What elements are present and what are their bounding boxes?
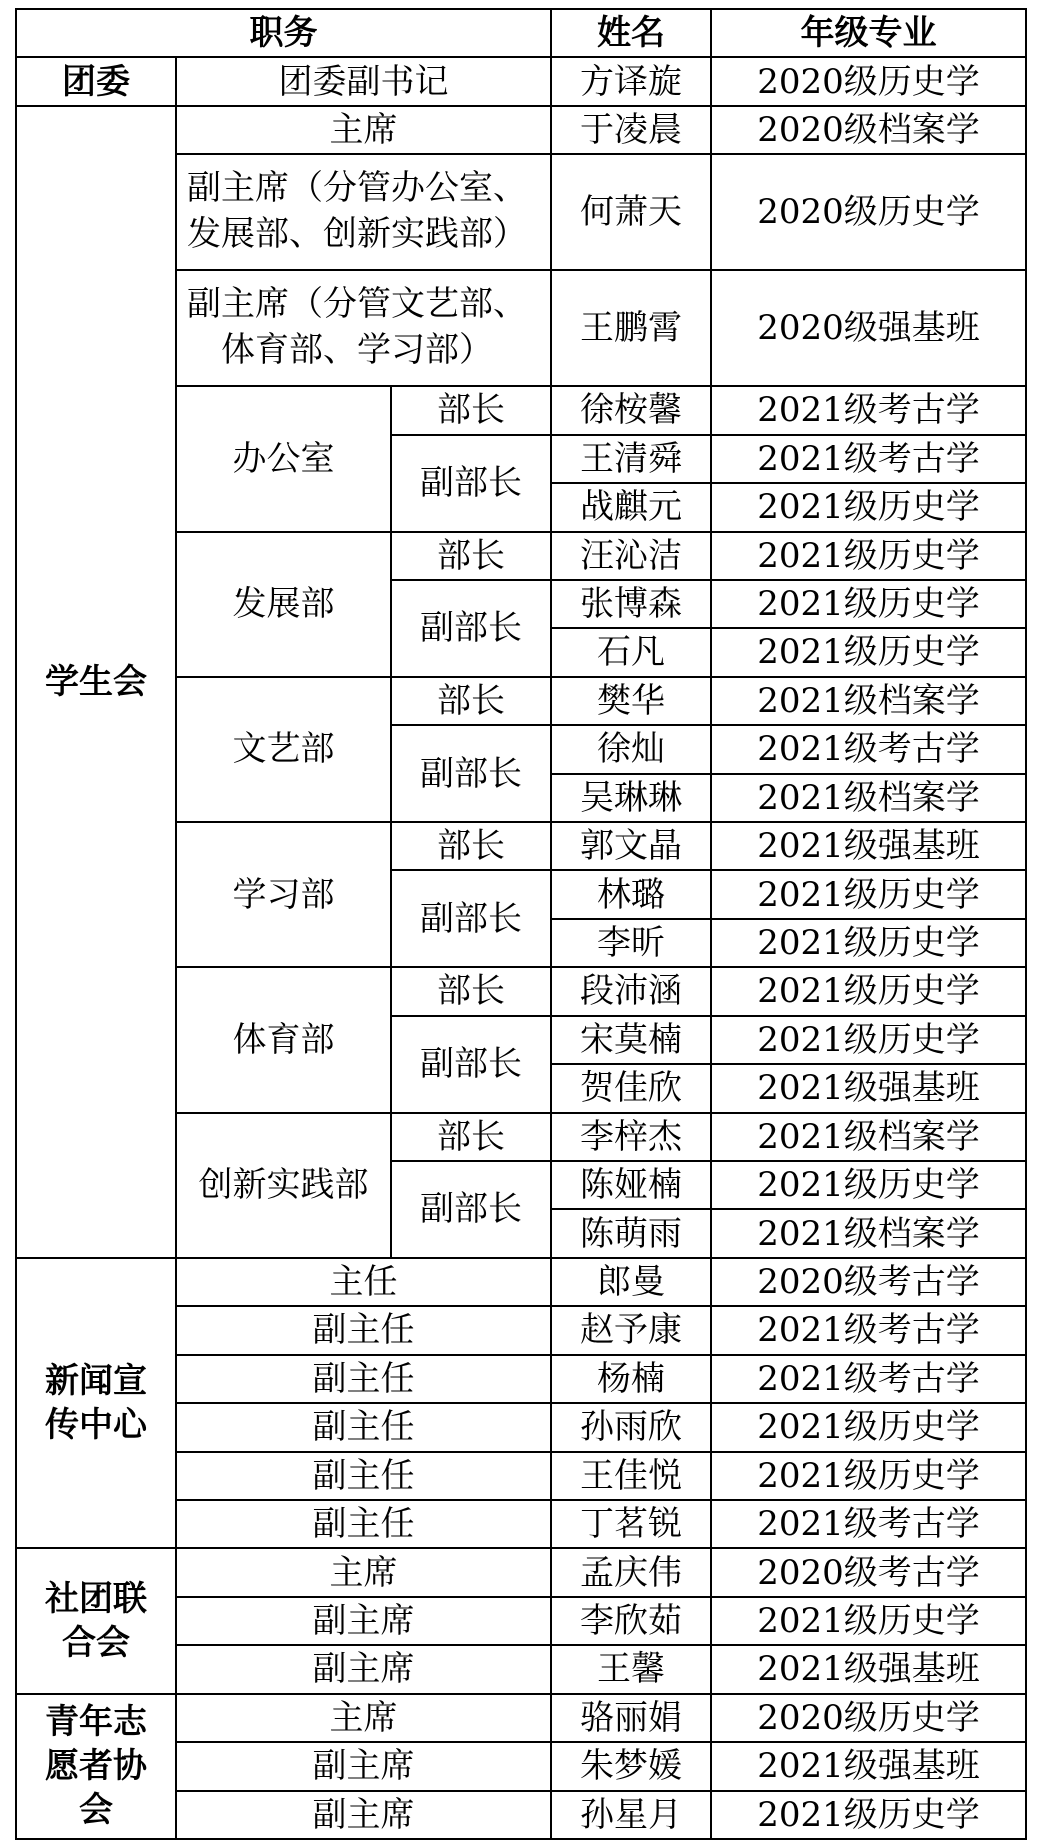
position-cell: 副主席 (176, 1742, 551, 1790)
position-line: 体育部、学习部） (221, 330, 493, 371)
department-cell: 发展部 (176, 532, 391, 677)
name-cell: 方译旋 (551, 57, 711, 105)
role-cell: 部长 (391, 1113, 551, 1161)
org-line: 愿者协 (45, 1746, 147, 1787)
name-cell: 李昕 (551, 919, 711, 967)
department-cell: 创新实践部 (176, 1113, 391, 1258)
major-cell: 2021级档案学 (711, 1209, 1026, 1257)
major-cell: 2020级考古学 (711, 1258, 1026, 1306)
table-row (16, 57, 1026, 105)
major-cell: 2021级考古学 (711, 1500, 1026, 1548)
major-cell: 2021级历史学 (711, 919, 1026, 967)
major-cell: 2021级强基班 (711, 1064, 1026, 1112)
org-line: 传中心 (45, 1405, 147, 1446)
major-cell: 2021级考古学 (711, 435, 1026, 483)
major-cell: 2021级历史学 (711, 1452, 1026, 1500)
org-volunteer-association (16, 1694, 176, 1839)
header-grade-major: 年级专业 (711, 9, 1026, 57)
major-cell: 2021级历史学 (711, 1597, 1026, 1645)
table-row (16, 106, 1026, 154)
name-cell: 王清舜 (551, 435, 711, 483)
role-cell: 部长 (391, 822, 551, 870)
header-row (16, 9, 1026, 57)
position-line: 副主席（分管文艺部、 (187, 284, 527, 325)
position-cell: 主席 (176, 106, 551, 154)
role-cell: 副部长 (391, 1016, 551, 1113)
position-line: 发展部、创新实践部） (187, 214, 527, 255)
position-cell: 副主任 (176, 1403, 551, 1451)
org-club-federation (16, 1548, 176, 1693)
major-cell: 2020级历史学 (711, 154, 1026, 270)
major-cell: 2021级历史学 (711, 1403, 1026, 1451)
name-cell: 张博森 (551, 580, 711, 628)
role-cell: 副部长 (391, 580, 551, 677)
position-cell: 团委副书记 (176, 57, 551, 105)
name-cell: 杨楠 (551, 1355, 711, 1403)
position-cell: 副主任 (176, 1306, 551, 1354)
org-news-center (16, 1258, 176, 1549)
name-cell: 孙雨欣 (551, 1403, 711, 1451)
position-cell: 副主任 (176, 1355, 551, 1403)
major-cell: 2021级历史学 (711, 580, 1026, 628)
major-cell: 2021级考古学 (711, 725, 1026, 773)
name-cell: 骆丽娟 (551, 1694, 711, 1742)
role-cell: 副部长 (391, 435, 551, 532)
table-row (16, 1258, 1026, 1306)
major-cell: 2020级考古学 (711, 1548, 1026, 1596)
name-cell: 孟庆伟 (551, 1548, 711, 1596)
major-cell: 2021级历史学 (711, 1161, 1026, 1209)
org-line: 青年志 (45, 1702, 147, 1743)
major-cell: 2021级历史学 (711, 1791, 1026, 1840)
role-cell: 部长 (391, 677, 551, 725)
major-cell: 2020级历史学 (711, 57, 1026, 105)
position-cell: 主任 (176, 1258, 551, 1306)
name-cell: 陈萌雨 (551, 1209, 711, 1257)
position-cell: 主席 (176, 1694, 551, 1742)
major-cell: 2020级历史学 (711, 1694, 1026, 1742)
major-cell: 2021级档案学 (711, 677, 1026, 725)
position-cell: 主席 (176, 1548, 551, 1596)
name-cell: 郎曼 (551, 1258, 711, 1306)
name-cell: 朱梦媛 (551, 1742, 711, 1790)
name-cell: 于凌晨 (551, 106, 711, 154)
name-cell: 石凡 (551, 628, 711, 676)
position-cell (176, 270, 551, 386)
name-cell: 丁茗锐 (551, 1500, 711, 1548)
department-cell: 学习部 (176, 822, 391, 967)
name-cell: 宋莫楠 (551, 1016, 711, 1064)
major-cell: 2020级档案学 (711, 106, 1026, 154)
name-cell: 王馨 (551, 1645, 711, 1693)
position-cell: 副主任 (176, 1452, 551, 1500)
major-cell: 2021级历史学 (711, 483, 1026, 531)
roster-table (15, 8, 1027, 1840)
major-cell: 2021级历史学 (711, 532, 1026, 580)
name-cell: 吴琳琳 (551, 774, 711, 822)
name-cell: 何萧天 (551, 154, 711, 270)
table-row (16, 1694, 1026, 1742)
position-cell: 副主席 (176, 1791, 551, 1840)
header-position: 职务 (16, 9, 551, 57)
major-cell: 2021级历史学 (711, 628, 1026, 676)
position-cell: 副主任 (176, 1500, 551, 1548)
role-cell: 副部长 (391, 1161, 551, 1258)
name-cell: 战麒元 (551, 483, 711, 531)
name-cell: 樊华 (551, 677, 711, 725)
name-cell: 汪沁洁 (551, 532, 711, 580)
position-cell: 副主席 (176, 1597, 551, 1645)
org-line: 社团联 (45, 1578, 147, 1619)
org-line: 新闻宣 (45, 1360, 147, 1401)
name-cell: 郭文晶 (551, 822, 711, 870)
major-cell: 2021级强基班 (711, 822, 1026, 870)
position-cell (176, 154, 551, 270)
org-youth-league: 团委 (16, 57, 176, 105)
name-cell: 赵予康 (551, 1306, 711, 1354)
major-cell: 2021级考古学 (711, 386, 1026, 434)
org-line: 合会 (62, 1623, 130, 1664)
name-cell: 贺佳欣 (551, 1064, 711, 1112)
name-cell: 段沛涵 (551, 967, 711, 1015)
name-cell: 陈娅楠 (551, 1161, 711, 1209)
role-cell: 部长 (391, 386, 551, 434)
major-cell: 2021级强基班 (711, 1645, 1026, 1693)
name-cell: 林璐 (551, 870, 711, 918)
department-cell: 体育部 (176, 967, 391, 1112)
major-cell: 2021级历史学 (711, 870, 1026, 918)
role-cell: 副部长 (391, 725, 551, 822)
position-line: 副主席（分管办公室、 (187, 168, 527, 209)
org-line: 会 (79, 1790, 113, 1831)
header-name: 姓名 (551, 9, 711, 57)
name-cell: 孙星月 (551, 1791, 711, 1840)
major-cell: 2021级考古学 (711, 1355, 1026, 1403)
major-cell: 2020级强基班 (711, 270, 1026, 386)
name-cell: 李欣茹 (551, 1597, 711, 1645)
major-cell: 2021级档案学 (711, 1113, 1026, 1161)
major-cell: 2021级考古学 (711, 1306, 1026, 1354)
major-cell: 2021级历史学 (711, 1016, 1026, 1064)
name-cell: 王佳悦 (551, 1452, 711, 1500)
name-cell: 徐桉馨 (551, 386, 711, 434)
department-cell: 文艺部 (176, 677, 391, 822)
table-row (16, 1548, 1026, 1596)
name-cell: 李梓杰 (551, 1113, 711, 1161)
org-student-union: 学生会 (16, 106, 176, 1258)
major-cell: 2021级历史学 (711, 967, 1026, 1015)
name-cell: 王鹏霄 (551, 270, 711, 386)
role-cell: 副部长 (391, 870, 551, 967)
department-cell: 办公室 (176, 386, 391, 531)
major-cell: 2021级档案学 (711, 774, 1026, 822)
role-cell: 部长 (391, 532, 551, 580)
major-cell: 2021级强基班 (711, 1742, 1026, 1790)
name-cell: 徐灿 (551, 725, 711, 773)
position-cell: 副主席 (176, 1645, 551, 1693)
role-cell: 部长 (391, 967, 551, 1015)
